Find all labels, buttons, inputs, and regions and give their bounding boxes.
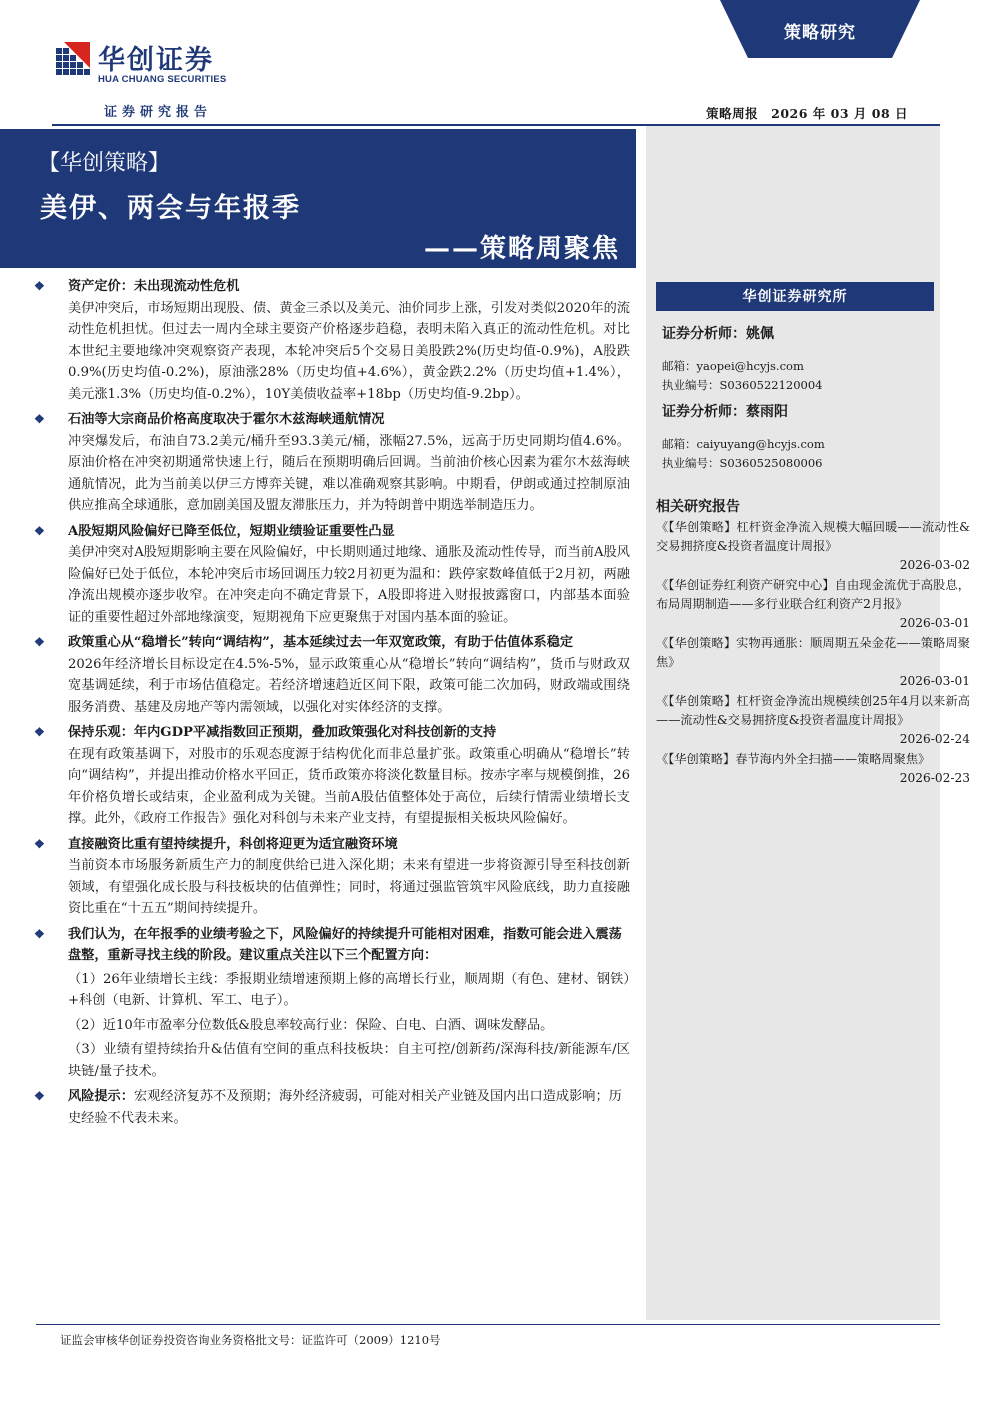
hcs-logo-icon bbox=[54, 40, 92, 78]
analyst-name: 证券分析师：姚佩 bbox=[662, 326, 774, 342]
section-policy bbox=[34, 632, 630, 718]
section-heading: 直接融资比重有望持续提升，科创将迎更为适宜融资环境 bbox=[68, 836, 398, 852]
section-heading: 保持乐观：年内GDP平减指数回正预期，叠加政策强化对科技创新的支持 bbox=[68, 725, 497, 740]
section-body: 美伊冲突后，市场短期出现股、债、黄金三杀以及美元、油价同步上涨，引发对类似2020年的流动性危机担忧。但过去一周内全球主要资产价格逐步趋稳，表明未陷入真正的流动性危机。对比本世纪主要地缘冲突观察资产表现，本轮冲突后5个交易日美股跌2%(历史均值-0.9%)，A股跌0.9%(历史均值-0.2%)，原油涨28%（历史均值+4.6%），黄金跌2.2%（历史均值+1.4%），美元涨1.3%（历史均值-0.2%），10Y美债收益率+18bp（历史均值-9.2bp）。 bbox=[68, 300, 630, 402]
diamond-bullet-icon: ❖ bbox=[34, 279, 45, 293]
diamond-bullet-icon: ❖ bbox=[34, 523, 45, 538]
logo-en-text: HUA CHUANG SECURITIES bbox=[98, 74, 227, 85]
risk-body: 宏观经济复苏不及预期；海外经济疲弱，可能对相关产业链及国内出口造成影响；历史经验不代表未来。 bbox=[68, 1089, 622, 1126]
section-a-share-risk bbox=[34, 521, 630, 629]
allocation-item: （1）26年业绩增长主线：季报期业绩增速预期上修的高增长行业，顺周期（有色、建材、钢铁）+科创（电新、计算机、军工、电子）。 bbox=[68, 971, 630, 1008]
related-report-link[interactable]: 《【华创策略】杠杆资金净流入规模大幅回暖——流动性&交易拥挤度&投资者温度计周报》 bbox=[656, 520, 970, 553]
report-type-label: 证券研究报告 bbox=[104, 105, 213, 120]
analyst-license: 执业编号：S0360522120004 bbox=[662, 378, 823, 392]
related-report-date: 2026-03-02 bbox=[899, 558, 970, 572]
section-asset-pricing bbox=[34, 276, 630, 405]
allocation-item: （3）业绩有望持续抬升&估值有空间的重点科技板块：自主可控/创新药/深海科技/新能源车/区块链/量子技术。 bbox=[68, 1042, 630, 1079]
report-date-line: 策略周报 2026 年 03 月 08 日 bbox=[706, 106, 908, 121]
diamond-bullet-icon: ❖ bbox=[34, 725, 45, 739]
related-report-link[interactable]: 《【华创证券红利资产研究中心】自由现金流优于高股息，布局周期制造——多行业联合红利资产2月报》 bbox=[656, 578, 970, 611]
footer-disclaimer: 证监会审核华创证券投资咨询业务资格批文号：证监许可（2009）1210号 bbox=[60, 1333, 441, 1347]
section-body: 美伊冲突对A股短期影响主要在风险偏好，中长期则通过地缘、通胀及流动性传导，而当前A股风险偏好已处于低位，本轮冲突后市场回调压力较2月初更为温和：跌停家数峰值低于2月初，两融净流出规模亦逐步收窄。在冲突走向不确定背景下，A股即将进入财报披露窗口，内部基本面验证的重要性超过外部地缘演变，短期视角下应更聚焦于对国内基本面的验证。 bbox=[68, 545, 630, 625]
diamond-bullet-icon: ❖ bbox=[34, 1089, 45, 1103]
section-optimism bbox=[34, 722, 630, 830]
logo-cn-text: 华创证券 bbox=[98, 45, 214, 76]
top-category-label: 策略研究 bbox=[784, 23, 856, 43]
banner-tag: 【华创策略】 bbox=[38, 151, 171, 176]
related-report-link[interactable]: 《【华创策略】杠杆资金净流出规模续创25年4月以来新高——流动性&交易拥挤度&投资者温度计周报》 bbox=[656, 694, 970, 727]
section-heading: 石油等大宗商品价格高度取决于霍尔木兹海峡通航情况 bbox=[68, 412, 385, 427]
section-body: 在现有政策基调下，对股市的乐观态度源于结构优化而非总量扩张。政策重心明确从“稳增长”转向“调结构”，并提出推动价格水平回正，货币政策亦将淡化数量目标。按赤字率与规模倒推，26年价格负增长或结束，企业盈利成为关键。当前A股估值整体处于高位，后续行情需业绩增长支撑。此外，《政府工作报告》强化对科创与未来产业支持，有望提振相关板块风险偏好。 bbox=[68, 746, 630, 826]
related-report-date: 2026-03-01 bbox=[899, 616, 970, 630]
section-heading: 资产定价：未出现流动性危机 bbox=[68, 279, 240, 294]
section-body: 冲突爆发后，布油自73.2美元/桶升至93.3美元/桶，涨幅27.5%，远高于历史同期均值4.6%。原油价格在冲突初期通常快速上行，随后在预期明确后回调。当前油价核心因素为霍尔木兹海峡通航情况，此为当前美以伊三方博弈关键，难以准确观察其影响。中期看，伊朗或通过控制原油供应推高全球通胀，意加剧美国及盟友滞胀压力，并为特朗普中期选举制造压力。 bbox=[68, 433, 630, 513]
related-report-link[interactable]: 《【华创策略】实物再通胀：顺周期五朵金花——策略周聚焦》 bbox=[656, 636, 970, 669]
section-heading: A股短期风险偏好已降至低位，短期业绩验证重要性凸显 bbox=[68, 523, 395, 539]
risk-heading: 风险提示： bbox=[68, 1089, 134, 1104]
related-reports-title: 相关研究报告 bbox=[656, 499, 740, 515]
analyst-license: 执业编号：S0360525080006 bbox=[662, 456, 823, 470]
diamond-bullet-icon: ❖ bbox=[34, 412, 45, 426]
footer-divider bbox=[36, 1324, 940, 1325]
section-body: 2026年经济增长目标设定在4.5%-5%，显示政策重心从“稳增长”转向“调结构”，货币与财政双宽基调延续，利于市场估值稳定。若经济增速趋近区间下限，政策可能二次加码，财政端或围绕服务消费、基建及房地产等内需领域，以强化对实体经济的支撑。 bbox=[68, 656, 630, 715]
diamond-bullet-icon: ❖ bbox=[34, 635, 45, 649]
section-risk bbox=[34, 1086, 630, 1129]
section-body: 当前资本市场服务新质生产力的制度供给已进入深化期；未来有望进一步将资源引导至科技创新领域，有望强化成长股与科技板块的估值弹性；同时，将通过强监管筑牢风险底线，助力直接融资比重在“十五五”期间持续提升。 bbox=[68, 858, 630, 916]
related-reports-list bbox=[656, 518, 970, 789]
analyst-name: 证券分析师：蔡雨阳 bbox=[662, 404, 788, 420]
section-heading: 政策重心从“稳增长”转向“调结构”，基本延续过去一年双宽政策，有助于估值体系稳定 bbox=[68, 635, 574, 650]
related-report-date: 2026-02-23 bbox=[899, 771, 970, 785]
section-direct-financing bbox=[34, 834, 630, 920]
allocation-item: （2）近10年市盈率分位数低&股息率较高行业：保险、白电、白酒、调味发酵品。 bbox=[68, 1017, 554, 1033]
report-subtitle: ——策略周聚焦 bbox=[423, 234, 620, 264]
analyst-email[interactable]: 邮箱：yaopei@hcyjs.com bbox=[662, 359, 804, 373]
diamond-bullet-icon: ❖ bbox=[34, 836, 45, 851]
main-content bbox=[34, 276, 630, 1133]
diamond-bullet-icon: ❖ bbox=[34, 926, 45, 941]
related-report-link[interactable]: 《【华创策略】春节海内外全扫描——策略周聚焦》 bbox=[656, 752, 931, 766]
related-report-date: 2026-03-01 bbox=[899, 674, 970, 688]
analyst-email[interactable]: 邮箱：caiyuyang@hcyjs.com bbox=[662, 437, 825, 451]
institute-name: 华创证券研究所 bbox=[742, 289, 848, 305]
section-oil bbox=[34, 409, 630, 517]
section-heading: 我们认为，在年报季的业绩考验之下，风险偏好的持续提升可能相对困难，指数可能会进入震荡盘整，重新寻找主线的阶段。建议重点关注以下三个配置方向： bbox=[68, 926, 622, 963]
report-title: 美伊、两会与年报季 bbox=[40, 193, 301, 224]
related-report-date: 2026-02-24 bbox=[899, 732, 970, 746]
section-allocation bbox=[34, 924, 630, 1083]
